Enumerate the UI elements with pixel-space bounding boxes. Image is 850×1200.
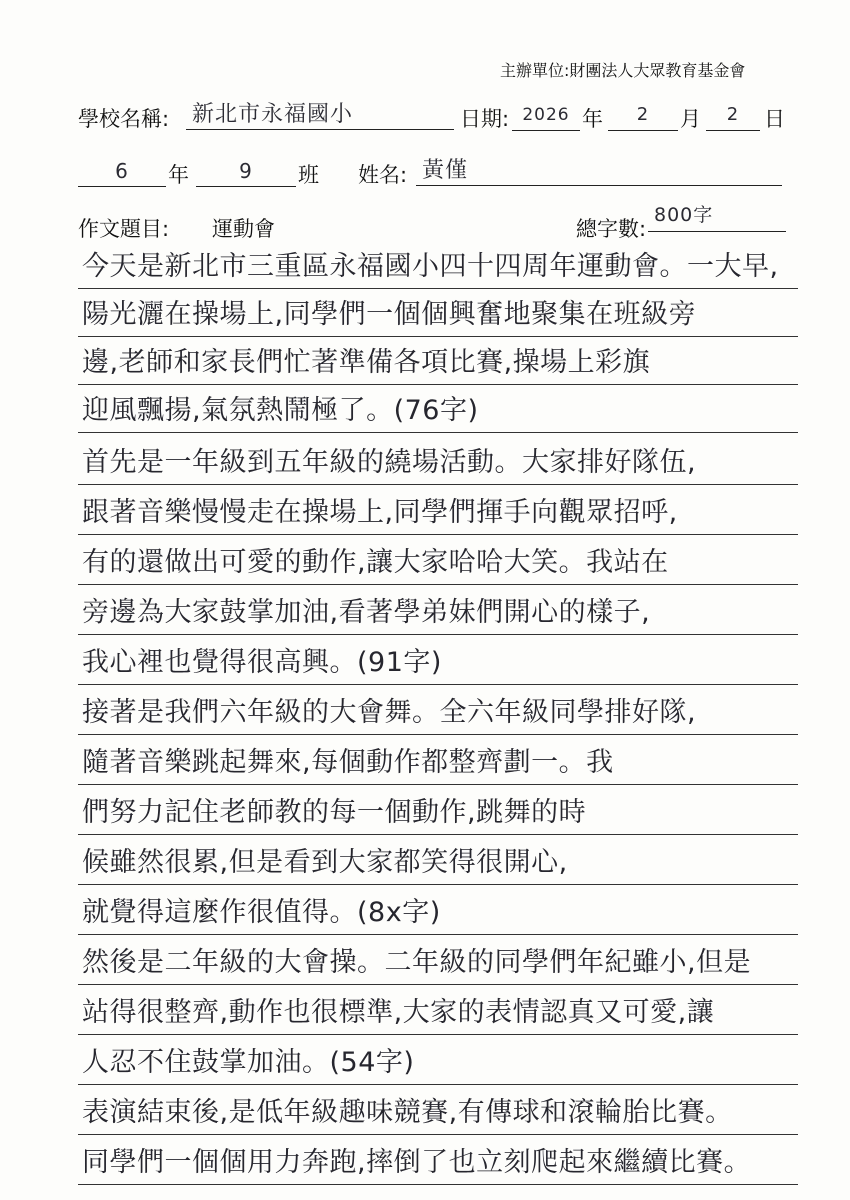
- essay-line-text: 隨著音樂跳起舞來,每個動作都整齊劃一。我: [82, 747, 614, 778]
- class-field: 9: [196, 156, 296, 187]
- essay-line: [78, 990, 798, 1035]
- essay-line-text: 人忍不住鼓掌加油。(54字): [82, 1047, 415, 1078]
- essay-line-text: 表演結束後,是低年級趣味競賽,有傳球和滾輪胎比賽。: [82, 1097, 733, 1128]
- essay-line-text: 陽光灑在操場上,同學們一個個興奮地聚集在班級旁: [82, 299, 697, 330]
- essay-line-text: 就覺得這麼作很值得。(8x字): [82, 897, 441, 928]
- essay-line: [78, 740, 798, 785]
- essay-line-text: 接著是我們六年級的大會舞。全六年級同學排好隊,: [82, 697, 697, 728]
- topic-label: 作文題目:: [78, 217, 170, 241]
- essay-line-text: 有的還做出可愛的動作,讓大家哈哈大笑。我站在: [82, 547, 669, 578]
- month-label: 月: [680, 107, 701, 131]
- essay-line: [78, 1090, 798, 1135]
- class-label: 班: [298, 163, 319, 187]
- essay-line-text: 邊,老師和家長們忙著準備各項比賽,操場上彩旗: [82, 347, 651, 378]
- school-field: 新北市永福國小: [186, 100, 454, 130]
- year-label: 年: [582, 107, 603, 131]
- essay-line-text: 們努力記住老師教的每一個動作,跳舞的時: [82, 797, 587, 828]
- essay-line: [78, 292, 798, 337]
- day-label: 日: [764, 107, 785, 131]
- essay-line: [78, 1040, 798, 1085]
- essay-line: [78, 790, 798, 835]
- essay-line-text: 同學們一個個用力奔跑,摔倒了也立刻爬起來繼續比賽。: [82, 1147, 752, 1178]
- essay-line: [78, 490, 798, 535]
- essay-line: [78, 690, 798, 735]
- month-field: 2: [608, 100, 678, 131]
- grade-label: 年: [168, 163, 189, 187]
- essay-line-text: 站得很整齊,動作也很標準,大家的表情認真又可愛,讓: [82, 997, 715, 1028]
- essay-line-text: 旁邊為大家鼓掌加油,看著學弟妹們開心的樣子,: [82, 597, 651, 628]
- essay-line: [78, 440, 798, 485]
- essay-line-text: 候雖然很累,但是看到大家都笑得很開心,: [82, 847, 568, 878]
- name-label: 姓名:: [358, 163, 408, 187]
- name-field: 黃僅: [416, 156, 782, 186]
- wordcount-field: 800字: [648, 200, 786, 232]
- essay-line: [78, 840, 798, 885]
- essay-line: [78, 940, 798, 985]
- essay-line-text: 迎風飄揚,氣氛熱鬧極了。(76字): [82, 395, 479, 426]
- grade-field: 6: [78, 156, 166, 187]
- essay-line-text: 今天是新北市三重區永福國小四十四周年運動會。一大早,: [82, 251, 779, 282]
- essay-line: [78, 640, 798, 685]
- essay-line-text: 跟著音樂慢慢走在操場上,同學們揮手向觀眾招呼,: [82, 497, 678, 528]
- essay-line-text: 我心裡也覺得很高興。(91字): [82, 647, 442, 678]
- essay-line-text: 首先是一年級到五年級的繞場活動。大家排好隊伍,: [82, 447, 697, 478]
- essay-line: [78, 388, 798, 433]
- day-field: 2: [706, 100, 760, 131]
- date-label: 日期:: [460, 107, 510, 131]
- school-label: 學校名稱:: [78, 107, 170, 131]
- year-field: 2026: [512, 100, 580, 131]
- essay-line: [78, 590, 798, 635]
- essay-line: [78, 1140, 798, 1185]
- organizer-text: 主辦單位:財團法人大眾教育基金會: [500, 61, 746, 80]
- essay-line: [78, 540, 798, 585]
- wordcount-label: 總字數:: [576, 217, 647, 241]
- essay-line: [78, 890, 798, 935]
- essay-line: [78, 340, 798, 385]
- topic-value: 運動會: [212, 217, 275, 241]
- essay-line-text: 然後是二年級的大會操。二年級的同學們年紀雖小,但是: [82, 947, 752, 978]
- essay-line: [78, 244, 798, 289]
